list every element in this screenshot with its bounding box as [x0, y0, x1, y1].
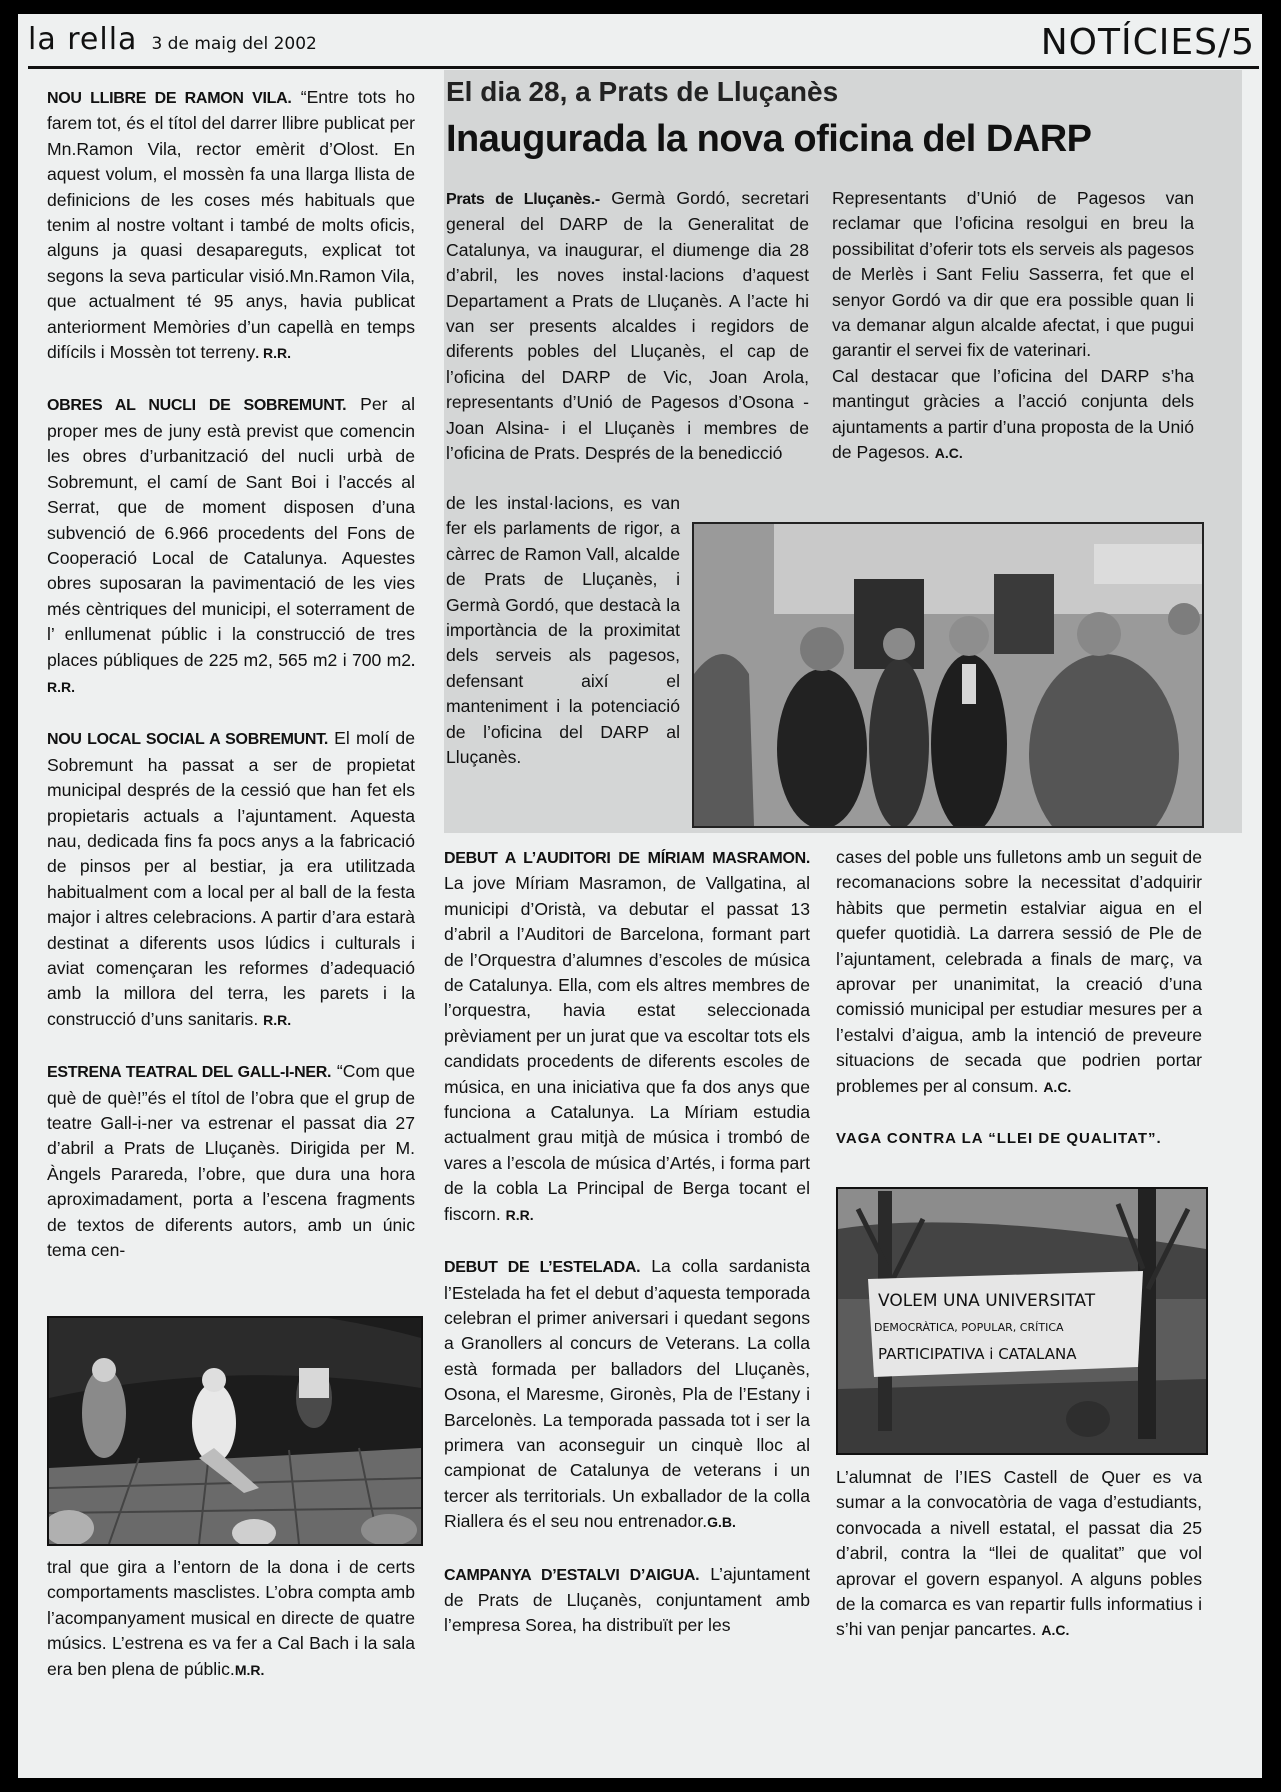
article-vaga — [836, 1465, 1202, 1644]
left-column — [47, 85, 415, 1263]
article-signature: G.B. — [707, 1514, 736, 1531]
featured-column-2 — [832, 186, 1194, 466]
article-kicker: ESTRENA TEATRAL DEL GALL-I-NER. — [47, 1064, 332, 1082]
featured-body-2: Representants d’Unió de Pagesos van reclamar que l’oficina resolgui en breu la possibilitat d’oferir tots els serveis als pagesos de Merlès i Sant Feliu Sasserra, fet que el senyor Gordó va dir que era possible quan li va demanar algun alcalde afectat, i que pugui garantir el servei fix de vaterinari. — [832, 188, 1194, 361]
article-nou-local — [47, 726, 415, 1033]
article-body: “Entre tots ho farem tot, és el títol del darrer llibre publicat per Mn.Ramon Vila, rector emèrit d’Olost. En aquest volum, el mossèn fa una llarga llista de definicions de les coses més habituals que tenim al nostre voltant i també de molts oficis, alguns ja quasi desapareguts, explicat tot segons la seva particular visió.Mn.Ramon Vila, que actualment té 95 anys, havia publicat anteriorment Memòries d’un capellà en temps difícils i Mossèn tot terreny — [47, 87, 415, 363]
article-kicker: CAMPANYA D’ESTALVI D’AIGUA. — [444, 1566, 700, 1584]
featured-title: Inaugurada la nova oficina del DARP — [446, 118, 1092, 160]
article-body: tral que gira a l’entorn de la dona i de certs comportaments masclistes. L’obra compta amb l’acompanyament musical en directe de quatre músics. L’estrena es va fer a Cal Bach i la sala era ben plena de públic. — [47, 1557, 415, 1679]
banner-line-3: PARTICIPATIVA i CATALANA — [878, 1345, 1077, 1363]
article-body: L’alumnat de l’IES Castell de Quer es va sumar a la convocatòria de vaga d’estudiants, convocada a nivell estatal, el passat dia 25 d’abril, contra la “llei de qualitat” que vol aprovar el govern espanyol. A alguns pobles de la comarca es van repartir fulls informatius i s’hi van penjar pancartes. — [836, 1467, 1202, 1640]
banner-line-1: VOLEM UNA UNIVERSITAT — [878, 1291, 1096, 1311]
article-kicker: NOU LLIBRE DE RAMON VILA. — [47, 90, 292, 107]
header-rule — [28, 66, 1259, 69]
featured-body: Germà Gordó, secretari general del DARP de la Generalitat de Catalunya, va inaugurar, el diumenge dia 28 d’abril, les noves instal·lacions d’aquest Departament a Prats de Lluçanès. A l’acte hi van ser presents alcaldes i regidors de diferents pobles del Lluçanès, el cap de l’oficina del DARP de Vic, Joan Arola, representants d’Unió de Pagesos d’Osona -Joan Alsina- i el Lluçanès i membres de l’oficina de Prats. Després de la benedicció — [446, 188, 809, 464]
article-signature: A.C. — [1041, 1622, 1070, 1639]
article-estalvi-aigua-cont — [836, 845, 1202, 1100]
article-kicker: DEBUT A L’AUDITORI DE MÍRIAM MASRAMON. — [444, 850, 810, 867]
article-kicker: OBRES AL NUCLI DE SOBREMUNT. — [47, 397, 347, 415]
article-body: La jove Míriam Masramon, de Vallgatina, al municipi d’Oristà, va debutar el passat 13 d’abril a l’Auditori de Barcelona, formant part de l’Orquestra d’alumnes d’escoles de música de Catalunya. Ella, com els altres membres de l’orquestra, havia estat seleccionada prèviament per un jurat que va escoltar tots els candidats procedents de diferents escoles de música, en una iniciativa que fa dos anys que funciona a Catalunya. La Míriam estudia actualment grau mitjà de música i trombó de vares a l’escola de música d’Artés, i forma part de la cobla La Principal de Berga tocant el fiscorn. — [444, 873, 810, 1224]
article-nou-llibre — [47, 85, 415, 366]
theatre-photo-image — [49, 1318, 421, 1544]
article-estalvi-aigua — [444, 1562, 810, 1639]
article-signature: A.C. — [1043, 1078, 1072, 1095]
article-signature: . R.R. — [255, 345, 292, 362]
banner-line-2: DEMOCRÀTICA, POPULAR, CRÍTICA — [874, 1321, 1064, 1334]
article-estrena-teatral-cont — [47, 1555, 415, 1683]
article-body: El molí de Sobremunt ha passat a ser de propietat municipal després de la cessió que han fet els propietaris actuals a l’ajuntament. Aquesta nau, dedicada fins fa pocs anys a la fabricació de pinsos per al bestiar, ja era utilitzada habitualment com a local per al ball de la festa major i altres celebracions. A partir d’ara estarà destinat a diferents usos lúdics i culturals i aviat començaran les reformes d’adequació amb la millora del terra, les parets i la construcció d’uns sanitaris. — [47, 728, 415, 1029]
article-signature: R.R. — [263, 1011, 292, 1028]
article-signature: A.C. — [934, 445, 963, 462]
article-body: “Com que què de què!”és el títol de l’obra que el grup de teatre Gall-i-ner va estrenar el passat dia 27 d’abril a Prats de Lluçanès. Dirigida per M. Àngels Parareda, l’obre, que dura una hora aproximadament, porta a l’escena fragments de textos de diferents autors, amb un únic tema cen- — [47, 1061, 415, 1261]
article-obres-sobremunt — [47, 392, 415, 700]
article-signature: M.R. — [234, 1661, 265, 1678]
article-body: Per al proper mes de juny està previst que comencin les obres d’urbanització del nucli urbà de Sobremunt, el camí de Sant Boi i l’accés al Serrat, que de moment disposen d’una subvenció de 6.966 procedents del Fons de Cooperació Local de Catalunya. Aquestes obres suposaran la pavimentació de les vies més cèntriques del municipi, el soterrament de l’ enllumenat públic i la construcció de tres places públiques de 225 m2, 565 m2 i 700 m2 — [47, 394, 415, 670]
article-estelada — [444, 1254, 810, 1535]
article-estrena-teatral — [47, 1059, 415, 1263]
article-miriam-masramon — [444, 845, 810, 1228]
article-signature: R.R. — [505, 1206, 534, 1223]
featured-column-1 — [446, 186, 809, 466]
issue-date: 3 de maig del 2002 — [151, 34, 317, 54]
darp-photo-image — [694, 524, 1202, 826]
left-column-continued — [47, 1555, 415, 1683]
featured-body-narrow: de les instal·lacions, es van fer els parlaments de rigor, a càrrec de Ramon Vall, alcalde de Prats de Lluçanès, i Germà Gordó, que destacà la importància de la proximitat dels serveis als pagesos, defensant així el manteniment i la potenciació de l’oficina del DARP al Lluçanès. — [446, 493, 680, 768]
featured-column-1-narrow — [446, 491, 680, 770]
right-column-lower — [836, 1465, 1202, 1644]
article-body: L’ajuntament de Prats de Lluçanès, conjuntament amb l’empresa Sorea, ha distribuït per les — [444, 1563, 810, 1636]
protest-photo-image — [838, 1189, 1206, 1453]
featured-subtitle: El dia 28, a Prats de Lluçanès — [446, 76, 839, 107]
right-column — [836, 845, 1202, 1151]
masthead — [28, 22, 317, 57]
middle-column — [444, 845, 810, 1639]
theatre-photo — [47, 1316, 423, 1546]
featured-kicker: Prats de Lluçanès.- — [446, 191, 600, 208]
section-title: NOTÍCIES/5 — [1040, 22, 1255, 63]
article-kicker: DEBUT DE L’ESTELADA. — [444, 1259, 641, 1277]
article-signature: . R.R. — [47, 652, 415, 695]
brand-name: la rella — [28, 22, 138, 57]
article-body: La colla sardanista l’Estelada ha fet el debut d’aquesta temporada celebran el primer aniversari i quedant segons a Granollers al concurs de Veterans. La colla està formada per balladors del Lluçanès, Osona, el Maresme, Gironès, Pla de l’Estany i Barcelonès. La temporada passada tot i ser la primera van aconseguir un cinquè lloc al campionat de Catalunya de veterans i un tercer als territorials. Un exballador de la colla Riallera és el seu nou entrenador. — [444, 1256, 810, 1532]
article-body: cases del poble uns fulletons amb un seguit de recomanacions sobre la necessitat d’adquirir hàbits que permetin estalviar aigua en el quefer quotidià. La darrera sessió de Ple de l’ajuntament, celebrada a finals de març, va aprovar per unanimitat, la creació d’una comissió municipal per estudiar mesures per a l’estalvi d’aigua, amb la intenció de preveure situacions de secada que podrien portar problemes per al consum. — [836, 847, 1202, 1096]
article-heading-vaga: VAGA CONTRA LA “LLEI DE QUALITAT”. — [836, 1130, 1162, 1148]
featured-body-3: Cal destacar que l’oficina del DARP s’ha mantingut gràcies a l’acció conjunta dels ajuntaments a partir d’una proposta de la Unió de Pagesos. — [832, 365, 1194, 463]
darp-inauguration-photo — [692, 522, 1204, 828]
protest-banner-photo — [836, 1187, 1208, 1455]
article-kicker: NOU LOCAL SOCIAL A SOBREMUNT. — [47, 731, 328, 749]
